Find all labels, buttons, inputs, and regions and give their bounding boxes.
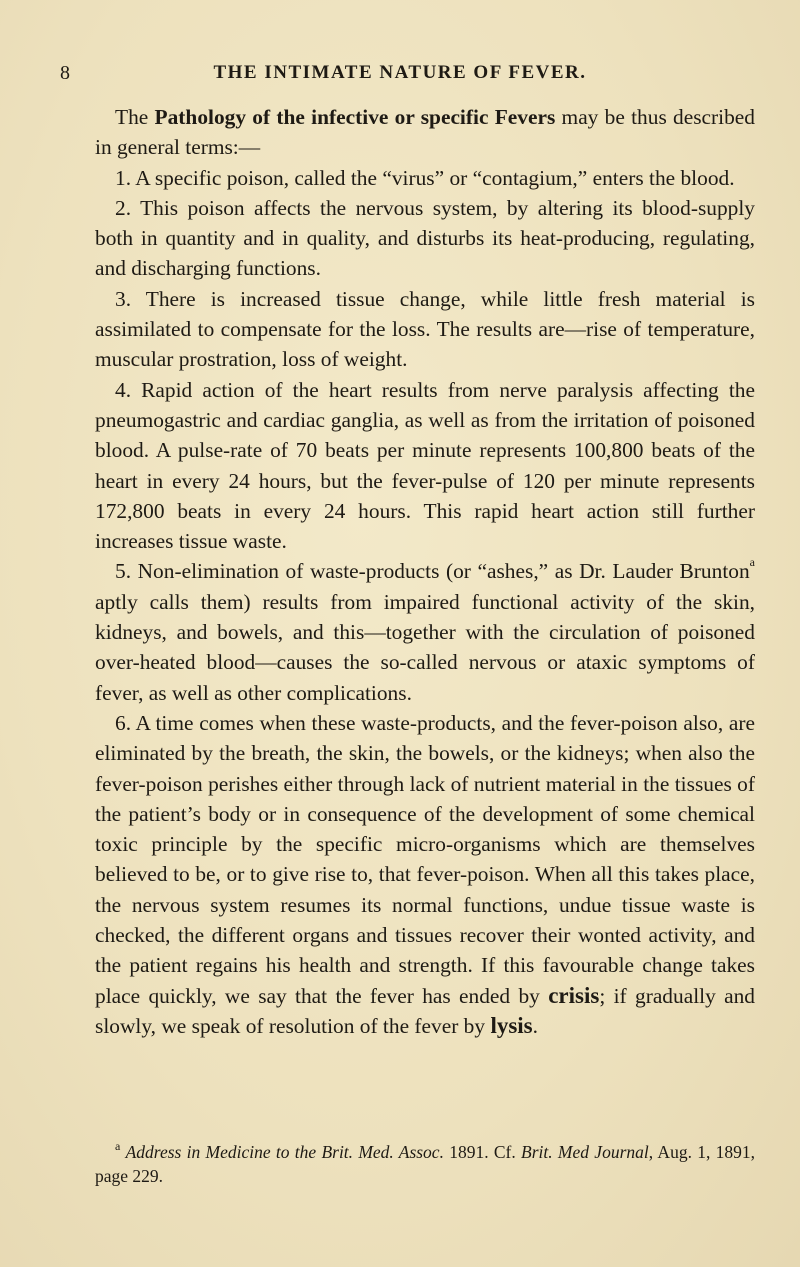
term-crisis: crisis [548,982,600,1008]
item-text-continued: ; if gradually and slowly, we speak of resolution of the fever by [95,983,755,1038]
page-header [58,58,742,88]
term-lysis: lysis [490,1012,533,1038]
running-title: THE INTIMATE NATURE OF FEVER. [213,62,587,83]
list-item-6 [95,708,755,1041]
item-text: A time comes when these waste-products, and the fever-poison also, are eliminated by the breath, the skin, the bowels, or the kidneys; when also the fever-poison perishes either through lack of nutrient material in the tissues of the patient’s body or in consequence of the development of some chemical toxic principle by the specific micro-organisms which are themselves believed to be, or to give rise to, that fever-poison. When all this takes place, the nervous system resumes its normal functions, undue tissue waste is checked, the different organs and tissues recover their wonted activity, and the patient regains his health and strength. If this favourable change takes place quickly, we say that the fever has ended by [95,710,755,1008]
item-text: Rapid action of the heart results from nerve paralysis affecting the pneumogastric and cardiac ganglia, as well as from the irritation of poisoned blood. A pulse-rate of 70 beats per minute represents 100,800 beats of the heart in every 24 hours, but the fever-pulse of 120 per minute represents 172,800 beats in every 24 hours. This rapid heart action still further increases tissue waste. [95,377,755,554]
footnote-journal: Brit. Med Journal [521,1142,649,1162]
footnote-source-title: Address in Medicine to the Brit. Med. Assoc. [125,1142,444,1162]
item-text: Non-elimination of waste-products (or “ashes,” as Dr. Lauder Brunton [137,559,750,584]
intro-rest: may be thus described in general terms:— [95,105,755,160]
footnote [95,1140,755,1188]
body-text [95,102,755,1041]
intro-bold-heading: Pathology of the infective or specific Fevers [154,105,556,129]
item-text: There is increased tissue change, while little fresh material is assimilated to compensate for the loss. The results are—rise of temperature, muscular prostration, loss of weight. [95,286,755,372]
footnote-reference[interactable]: a [749,555,755,570]
intro-paragraph [95,102,755,163]
list-item-1 [95,163,755,193]
item-number: 2. [115,195,132,220]
item-text-end: . [532,1013,538,1038]
footnote-year: 1891. Cf. [443,1142,522,1162]
item-number: 3. [115,286,132,311]
page-number: 8 [60,62,70,84]
intro-lead: The [115,105,155,129]
item-text: A specific poison, called the “virus” or “contagium,” enters the blood. [135,165,735,190]
list-item-4 [95,375,755,557]
item-number: 1. [115,165,132,190]
list-item-2 [95,193,755,284]
item-number: 6. [115,710,132,735]
item-number: 4. [115,377,132,402]
item-text-continued: aptly calls them) results from impaired functional activity of the skin, kidneys, and bowels, and this—together with the circulation of poisoned over-heated blood—causes the so-called nervous or ataxic symptoms of fever, as well as other complications. [95,589,755,705]
item-number: 5. [115,559,132,584]
footnote-text [95,1140,755,1188]
item-text: This poison affects the nervous system, by altering its blood-supply both in quantity and in quality, and disturbs its heat-producing, regulating, and discharging functions. [95,195,755,281]
footnote-citation: , Aug. 1, 1891, page 229. [95,1142,756,1186]
list-item-3 [95,284,755,375]
footnote-mark: a [115,1139,121,1153]
list-item-5 [95,556,755,707]
